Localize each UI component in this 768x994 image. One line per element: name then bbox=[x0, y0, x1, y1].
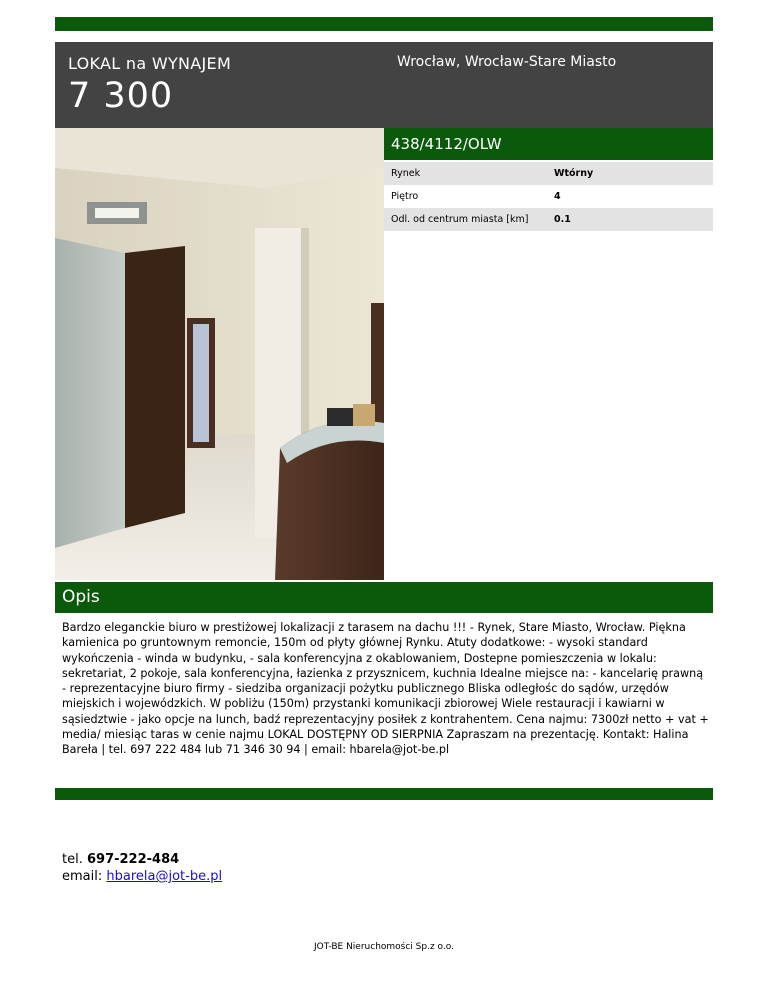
param-label: Rynek bbox=[391, 168, 421, 179]
description-text: Bardzo eleganckie biuro w prestiżowej lokalizacji z tarasem na dachu !!! - Rynek, Stare Miasto, Wrocław. Piękna kamienica po gruntownym remoncie, 150m od płyty głównej Rynku. Atuty dodatkowe: - wysoki standard wykończenia - winda w budynku, - sala konferencyjna z okablowaniem, Dostepne pomieszczenia w lokalu: sekretariat, 2 pokoje, sala konferencyjna, łazienka z przysznicem, kuchnia Idealne miejsce na: - kancelarię prawną - reprezentacyjne biuro firmy - siedziba organizacji pożytku publicznego Bliska odległośc do sądów, urzędów miejskich i wojewódzkich. W pobliżu (150m) przystanki komunikacji zbiorowej Wiele restauracji i kawiarni w sąsiedztwie - jako opcje na lunch, badź reprezentacyjny posiłek z kontrahentem. Cena najmu: 7300zł netto + vat + media/ miesiąc taras w cenie najmu LOKAL DOSTĘPNY OD SIERPNIA Zapraszam na prezentację. Kontakt: Halina Bareła | tel. 697 222 484 lub 71 346 30 94 | email: hbarela@jot-be.pl bbox=[62, 621, 709, 757]
footer-company: JOT-BE Nieruchomości Sp.z o.o. bbox=[314, 942, 454, 952]
phone-number: 697-222-484 bbox=[86, 852, 180, 867]
bottom-accent-bar bbox=[55, 788, 713, 800]
listing-location: Wrocław, Wrocław-Stare Miasto bbox=[397, 54, 617, 70]
top-accent-bar bbox=[55, 17, 713, 31]
param-value: 4 bbox=[554, 191, 561, 202]
reference-bar bbox=[384, 128, 713, 160]
email-label: email: bbox=[62, 869, 103, 884]
param-value: 0.1 bbox=[554, 214, 571, 225]
property-photo bbox=[55, 128, 384, 580]
description-heading: Opis bbox=[62, 587, 100, 607]
contact-block bbox=[62, 851, 222, 885]
param-value: Wtórny bbox=[554, 168, 594, 179]
param-label: Piętro bbox=[391, 191, 419, 202]
contact-phone-line bbox=[62, 851, 222, 868]
param-label: Odl. od centrum miasta [km] bbox=[391, 214, 529, 225]
phone-label: tel. bbox=[62, 852, 83, 867]
contact-email-line bbox=[62, 868, 222, 885]
description-heading-bar bbox=[55, 582, 713, 613]
table-row bbox=[384, 208, 713, 231]
listing-price: 7 300 bbox=[68, 76, 174, 116]
listing-type: LOKAL na WYNAJEM bbox=[68, 54, 232, 73]
reference-number: 438/4112/OLW bbox=[391, 135, 502, 153]
listing-header bbox=[55, 42, 713, 128]
parameters-table bbox=[384, 162, 713, 231]
table-row bbox=[384, 162, 713, 185]
table-row bbox=[384, 185, 713, 208]
email-link[interactable]: hbarela@jot-be.pl bbox=[106, 869, 223, 884]
